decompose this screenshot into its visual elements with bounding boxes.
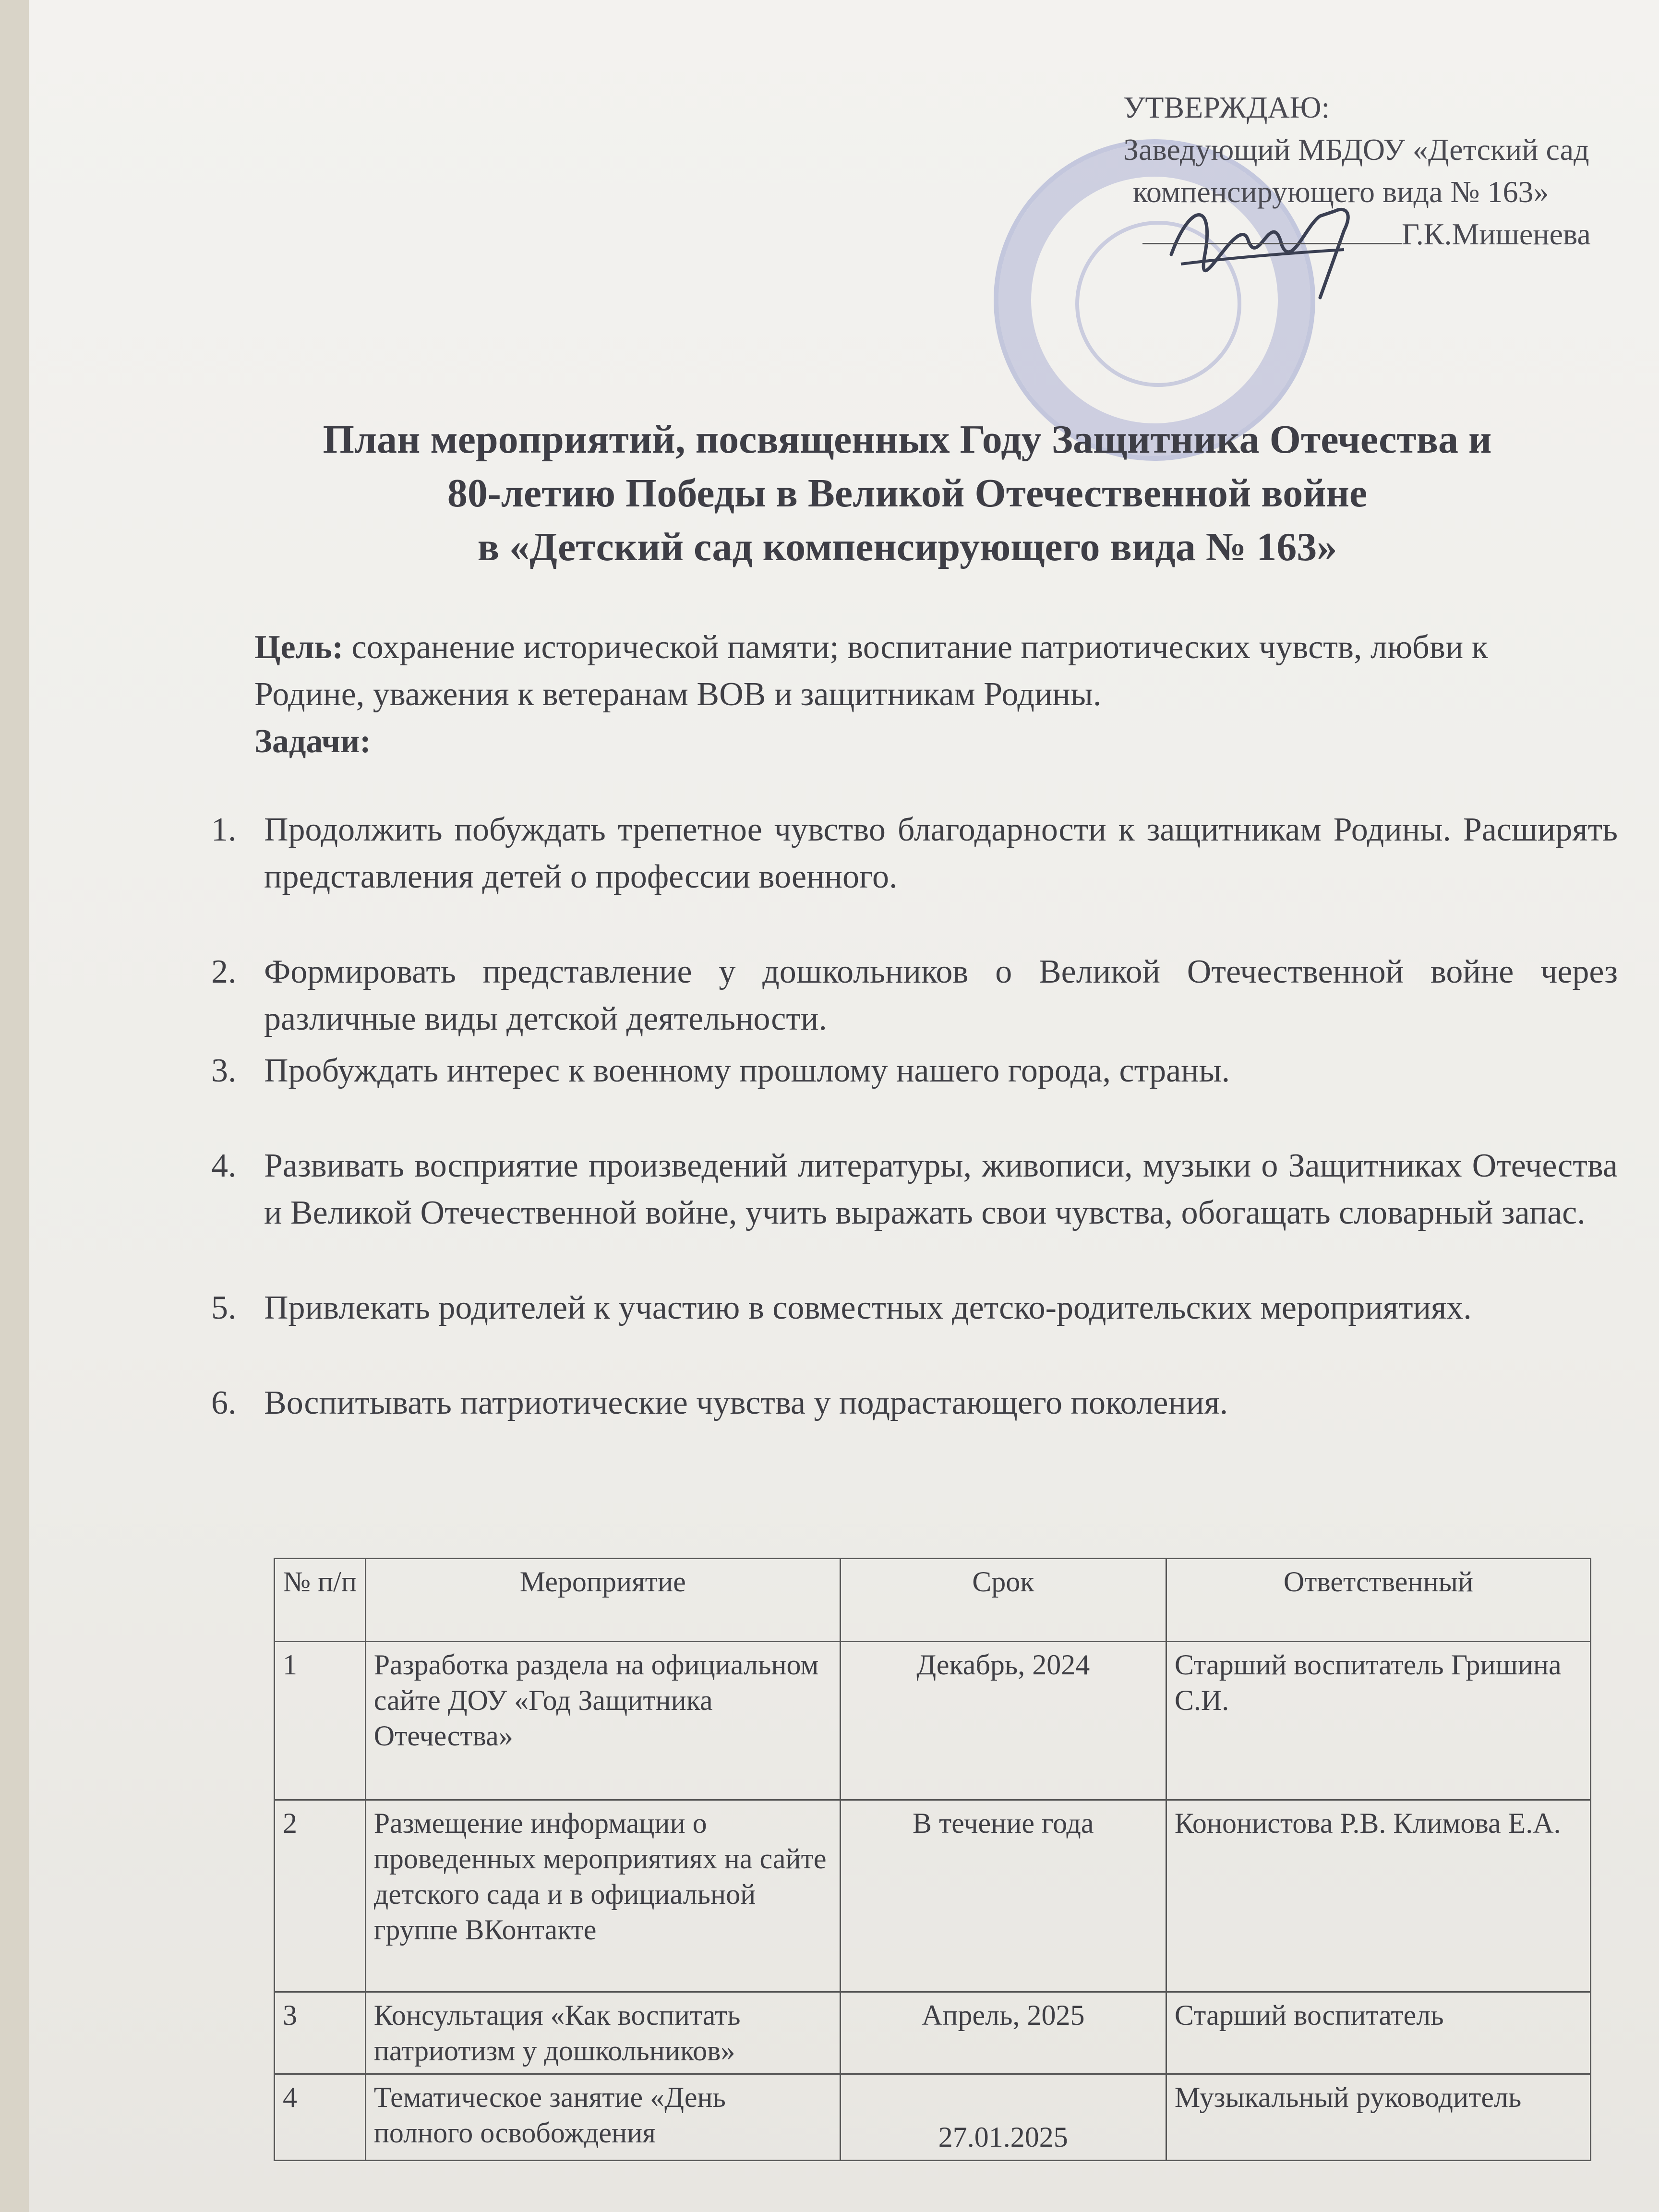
goal-text: сохранение исторической памяти; воспитание патриотических чувств, любви к Родине, уважения к ветеранам ВОВ и защитникам Родины. (254, 629, 1488, 713)
cell-responsible: Музыкальный руководитель (1166, 2074, 1590, 2161)
list-item (202, 949, 1618, 1043)
approval-block (1123, 86, 1651, 255)
page-title (211, 413, 1603, 574)
table-header-row (275, 1559, 1591, 1642)
cell-responsible: Старший воспитатель Гришина С.И. (1166, 1642, 1590, 1800)
document-page (29, 0, 1659, 2212)
header-number: № п/п (275, 1559, 366, 1642)
cell-number: 2 (275, 1800, 366, 1992)
task-text: Воспитывать патриотические чувства у подрастающего поколения. (264, 1384, 1228, 1421)
list-item (202, 1285, 1618, 1332)
approver-name: Г.К.Мишенева (1402, 217, 1591, 251)
table-row (275, 1992, 1591, 2074)
header-responsible: Ответственный (1166, 1559, 1590, 1642)
cell-term: В течение года (840, 1800, 1166, 1992)
goal-paragraph (254, 624, 1599, 718)
header-event: Мероприятие (365, 1559, 840, 1642)
task-text: Формировать представление у дошкольников о Великой Отечественной войне через различные виды детской деятельности. (264, 953, 1618, 1037)
table-row (275, 1642, 1591, 1800)
goal-section (254, 624, 1599, 765)
title-line1: План мероприятий, посвященных Году Защитника Отечества и (323, 417, 1492, 462)
approval-position-line2: компенсирующего вида № 163» (1133, 175, 1549, 209)
tasks-label: Задачи: (254, 723, 371, 760)
cell-number: 4 (275, 2074, 366, 2161)
tasks-list (202, 806, 1618, 1475)
task-text: Продолжить побуждать трепетное чувство благодарности к защитникам Родины. Расширять представления детей о профессии военного. (264, 811, 1618, 895)
cell-event: Разработка раздела на официальном сайте ДОУ «Год Защитника Отечества» (365, 1642, 840, 1800)
title-line3: в «Детский сад компенсирующего вида № 163» (477, 525, 1337, 569)
list-item (202, 1142, 1618, 1237)
task-number: 4. (211, 1147, 237, 1184)
task-text: Привлекать родителей к участию в совместных детско-родительских мероприятиях. (264, 1289, 1472, 1326)
task-number: 6. (211, 1384, 237, 1421)
approval-heading: УТВЕРЖДАЮ: (1123, 90, 1330, 124)
cell-term: Апрель, 2025 (840, 1992, 1166, 2074)
cell-term: 27.01.2025 (840, 2074, 1166, 2161)
task-number: 3. (211, 1052, 237, 1089)
task-number: 2. (211, 953, 237, 990)
cell-term: Декабрь, 2024 (840, 1642, 1166, 1800)
approval-signature-row (1123, 213, 1651, 255)
events-table (274, 1558, 1591, 2161)
signature-line (1142, 243, 1402, 244)
title-line2: 80-летию Победы в Великой Отечественной войне (447, 471, 1368, 516)
table-row (275, 2074, 1591, 2161)
cell-event: Консультация «Как воспитать патриотизм у дошкольников» (365, 1992, 840, 2074)
task-number: 1. (211, 811, 237, 848)
approval-position-line1: Заведующий МБДОУ «Детский сад (1123, 132, 1589, 167)
list-item (202, 806, 1618, 901)
cell-responsible: Кононистова Р.В. Климова Е.А. (1166, 1800, 1590, 1992)
task-text: Пробуждать интерес к военному прошлому нашего города, страны. (264, 1052, 1230, 1089)
task-text: Развивать восприятие произведений литературы, живописи, музыки о Защитниках Отечества и Великой Отечественной войне, учить выражать свои чувства, обогащать словарный запас. (264, 1147, 1618, 1231)
task-number: 5. (211, 1289, 237, 1326)
cell-responsible: Старший воспитатель (1166, 1992, 1590, 2074)
table-row (275, 1800, 1591, 1992)
list-item (202, 1380, 1618, 1427)
list-item (202, 1047, 1618, 1094)
goal-label: Цель: (254, 629, 344, 666)
cell-event: Тематическое занятие «День полного освобождения (365, 2074, 840, 2161)
cell-event: Размещение информации о проведенных мероприятиях на сайте детского сада и в официальной группе ВКонтакте (365, 1800, 840, 1992)
header-term: Срок (840, 1559, 1166, 1642)
cell-number: 3 (275, 1992, 366, 2074)
cell-number: 1 (275, 1642, 366, 1800)
